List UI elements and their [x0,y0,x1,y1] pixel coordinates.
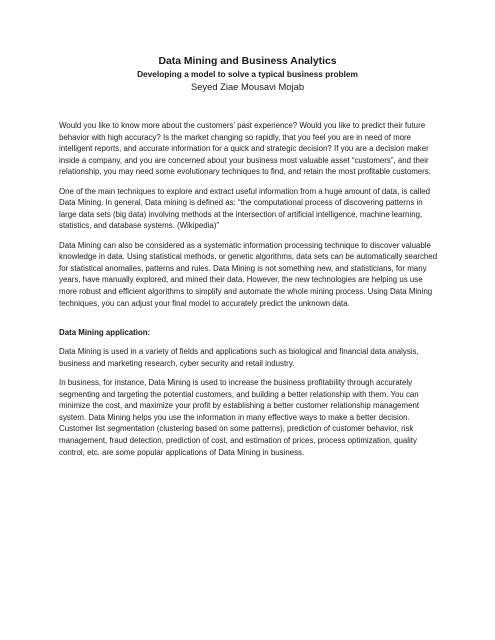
document-title: Data Mining and Business Analytics [158,56,337,67]
body-paragraph: One of the main techniques to explore and extract useful information from a huge amount of data, is called Data Mining. In general, Data mining is defined as: “the computational process of discovering patterns in large data sets (big data) involving methods at the intersection of artificial intelligence, machine learning, statistics, and database systems. (Wikipedia)” [59,186,431,231]
section-heading: Data Mining application: [59,328,151,338]
section-paragraph: Data Mining is used in a variety of fields and applications such as biological and financial data analysis, business and marketing research, cyber security and retail industry. [59,347,419,368]
document-subtitle: Developing a model to solve a typical business problem [137,69,358,79]
body-paragraph: Data Mining can also be considered as a systematic information processing technique to discover valuable knowledge in data. Using statistical methods, or genetic algorithms, data sets can be automatically searched for statistical anomalies, patterns and rules. Data Mining is not something new, and statisticians, for many years, have manually explored, and mined their data. However, the new technologies are helping us use more robust and efficient algorithms to simplify and automate the whole mining process. Using Data Mining techniques, you can adjust your final model to accurately predict the unknown data. [59,240,438,308]
body-paragraph: Would you like to know more about the customers’ past experience? Would you like to predict their future behavior with high accuracy? Is the market changing so rapidly, that you feel you are in need of more intelligent reports, and accurate information for a quick and strategic decision? If you are a decision maker inside a company, and you are concerned about your business most valuable asset “customers”, and their relationship, you may need some evolutionary techniques to find, and retain the most profitable customers. [59,121,431,177]
section-paragraph: In business, for instance, Data Mining is used to increase the business profitability through accurately segmenting and targeting the potential customers, and building a better relationship with them. You can minimize the cost, and maximize your profit by establishing a better customer relationship management system. Data Mining helps you use the information in many effective ways to make a better decision. Customer list segmentation (clustering based on some patterns), prediction of customer behavior, risk management, fraud detection, prediction of cost, and estimation of prices, process optimization, quality control, etc. are some popular applications of Data Mining in business. [59,378,420,457]
document-author: Seyed Ziae Mousavi Mojab [190,81,305,92]
document-header [0,55,495,93]
document-body [59,120,440,466]
